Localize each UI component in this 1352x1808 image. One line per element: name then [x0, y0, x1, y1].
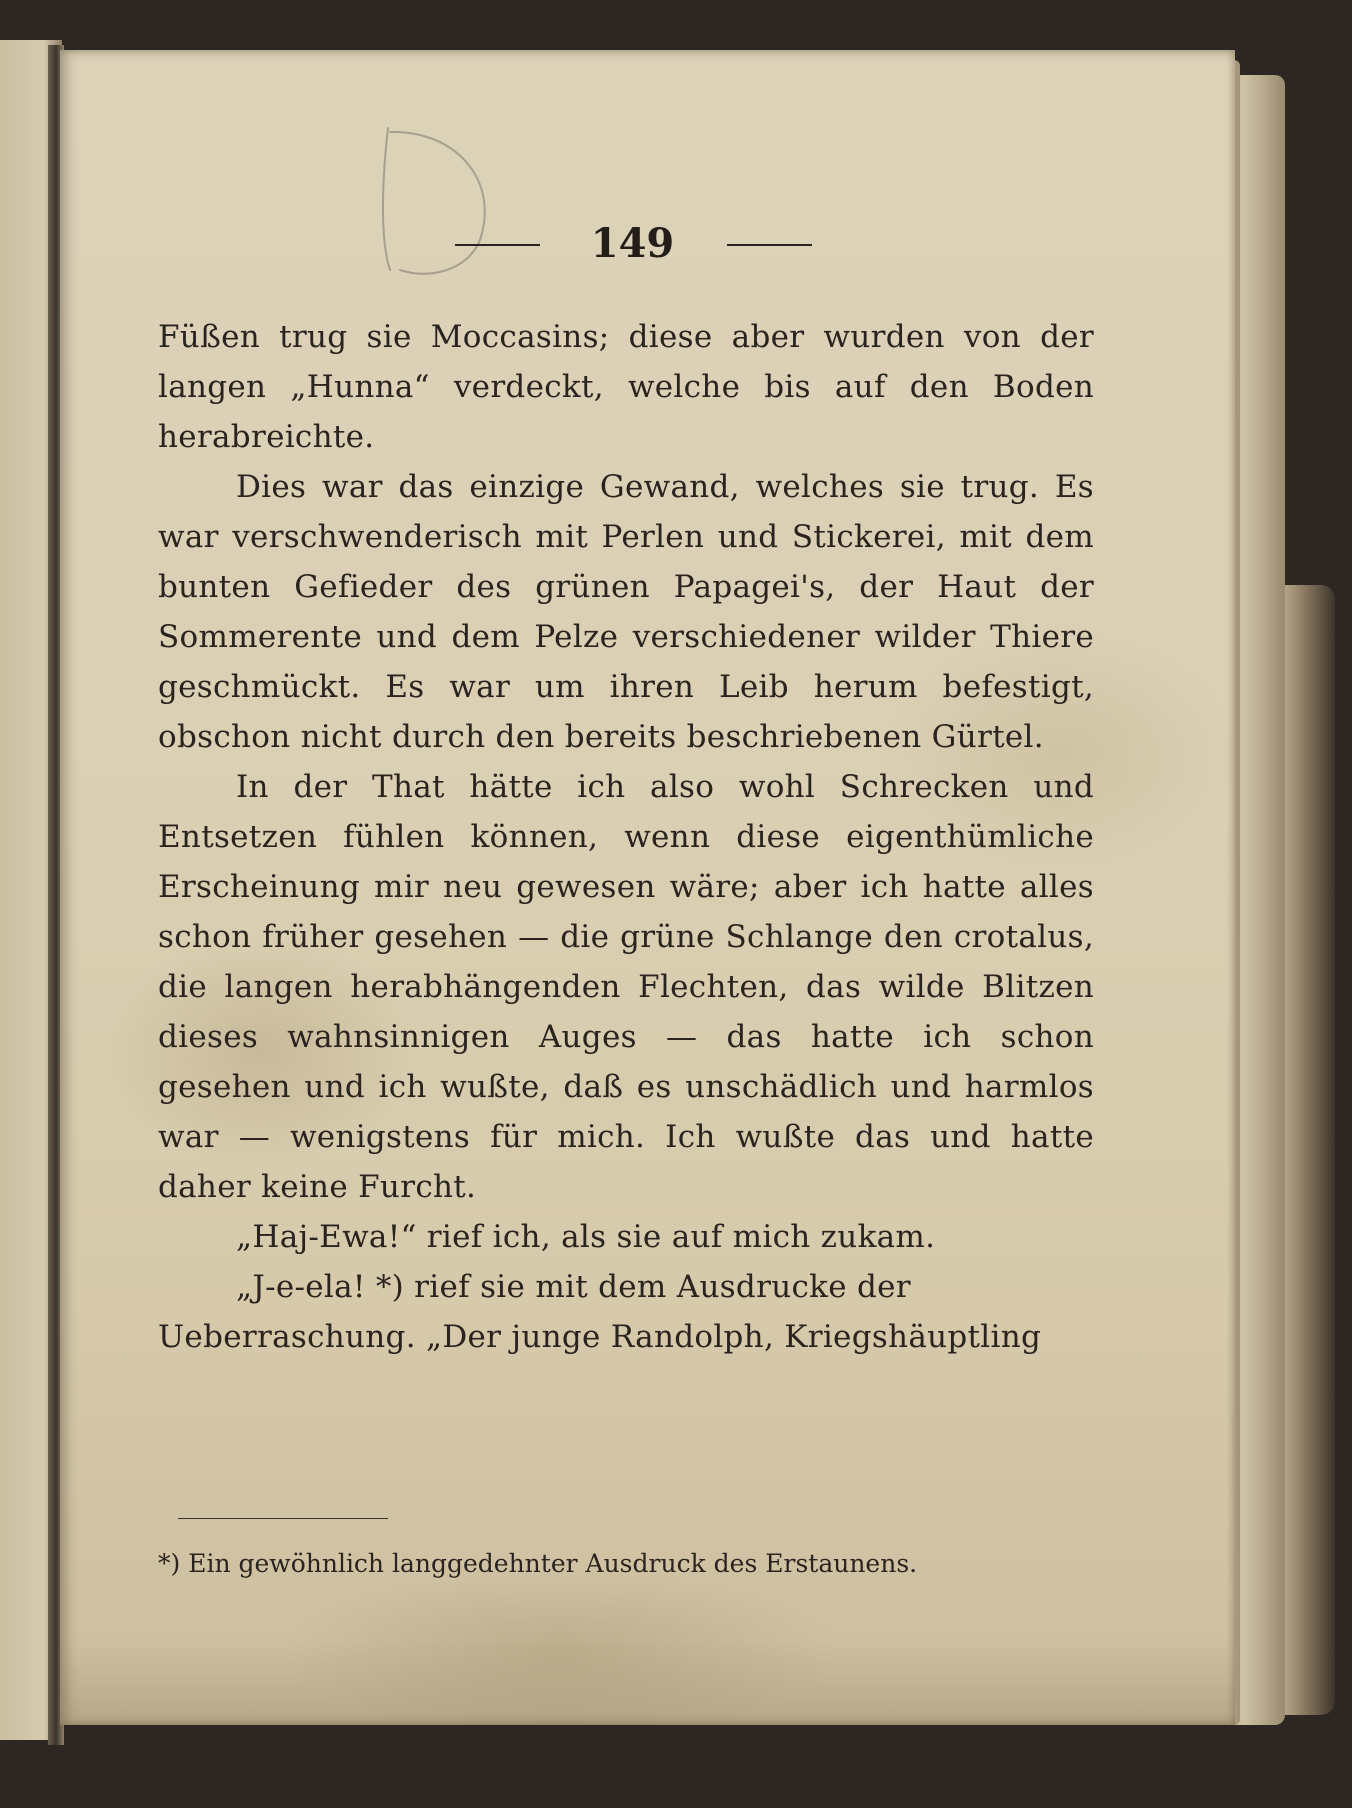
paragraph: „Haj-Ewa!“ rief ich, als sie auf mich zukam. [236, 1219, 936, 1255]
paragraph: Dies war das einzige Gewand, welches sie trug. Es war verschwenderisch mit Perlen und Stickerei, mit dem bunten Gefieder des grünen Papagei's, der Haut der Sommerente und dem Pelze verschiedener wilder Thiere geschmückt. Es war um ihren Leib herum befestigt, obschon nicht durch den bereits beschriebenen Gürtel. [158, 469, 1094, 755]
page-wear [60, 1640, 1235, 1725]
paragraph: In der That hätte ich also wohl Schrecken und Entsetzen fühlen können, wenn diese eigenthümliche Erscheinung mir neu gewesen wäre; aber ich hatte alles schon früher gesehen — die grüne Schlange den crotalus, die langen herabhängenden Flechten, das wilde Blitzen dieses wahnsinnigen Auges — das hatte ich schon gesehen und ich wußte, daß es unschädlich und harmlos war — wenigstens für mich. Ich wußte das und hatte daher keine Furcht. [158, 769, 1094, 1205]
footnote: *) Ein gewöhnlich langgedehnter Ausdruck des Erstaunens. [158, 1549, 918, 1578]
book-page [60, 50, 1235, 1725]
header-rule-left [455, 244, 540, 246]
footnote-rule [178, 1518, 388, 1519]
body-text [158, 312, 1094, 1362]
paragraph: Füßen trug sie Moccasins; diese aber wurden von der langen „Hunna“ verdeckt, welche bis auf den Boden herabreichte. [158, 319, 1094, 455]
page-header [60, 220, 1235, 280]
header-rule-right [727, 244, 812, 246]
paragraph: „J-e-ela! *) rief sie mit dem Ausdrucke der Ueberraschung. „Der junge Randolph, Kriegshäuptling [158, 1269, 1042, 1355]
page-number: 149 [590, 220, 675, 267]
